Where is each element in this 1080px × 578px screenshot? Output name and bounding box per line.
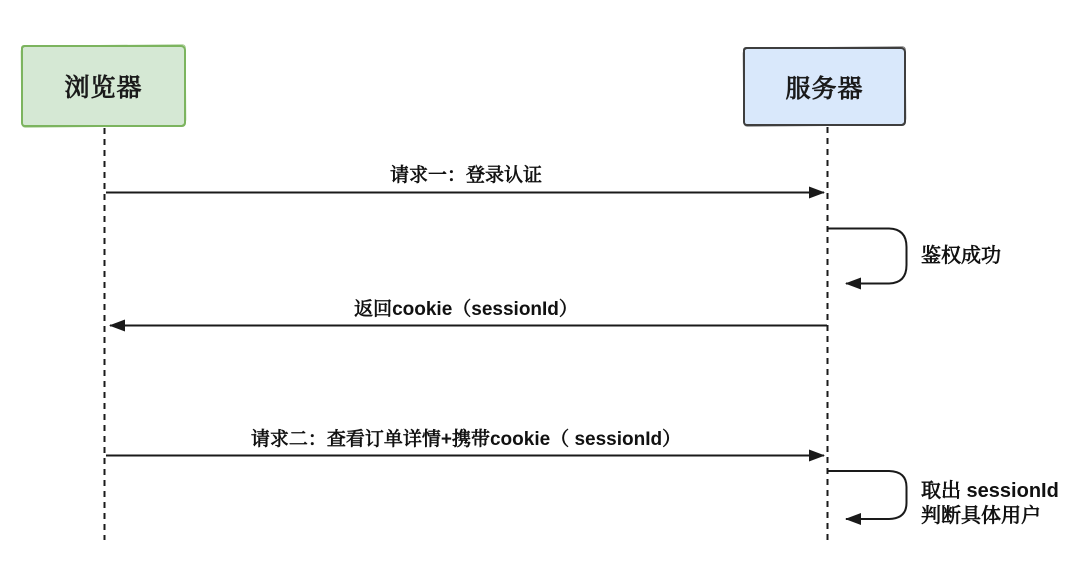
message-2-self-loop: [828, 229, 907, 284]
message-5-label-line-2: 判断具体用户: [921, 505, 1041, 527]
actor-box-server: [743, 47, 906, 126]
message-5-label-line-1: 取出 sessionId: [921, 480, 1059, 502]
message-4-label: 请求二：查看订单详情+携带cookie（ sessionId）: [250, 429, 682, 450]
message-1-label: 请求一：登录认证: [389, 165, 542, 186]
message-5-label: [921, 479, 1059, 529]
actor-label-browser: 浏览器: [64, 74, 143, 102]
actor-label-server: 服务器: [785, 74, 864, 103]
actor-box-browser: [21, 45, 186, 127]
message-2-label: 鉴权成功: [921, 245, 1001, 267]
message-3-label: 返回cookie（sessionId）: [354, 299, 578, 320]
message-5-self-loop: [828, 471, 907, 519]
